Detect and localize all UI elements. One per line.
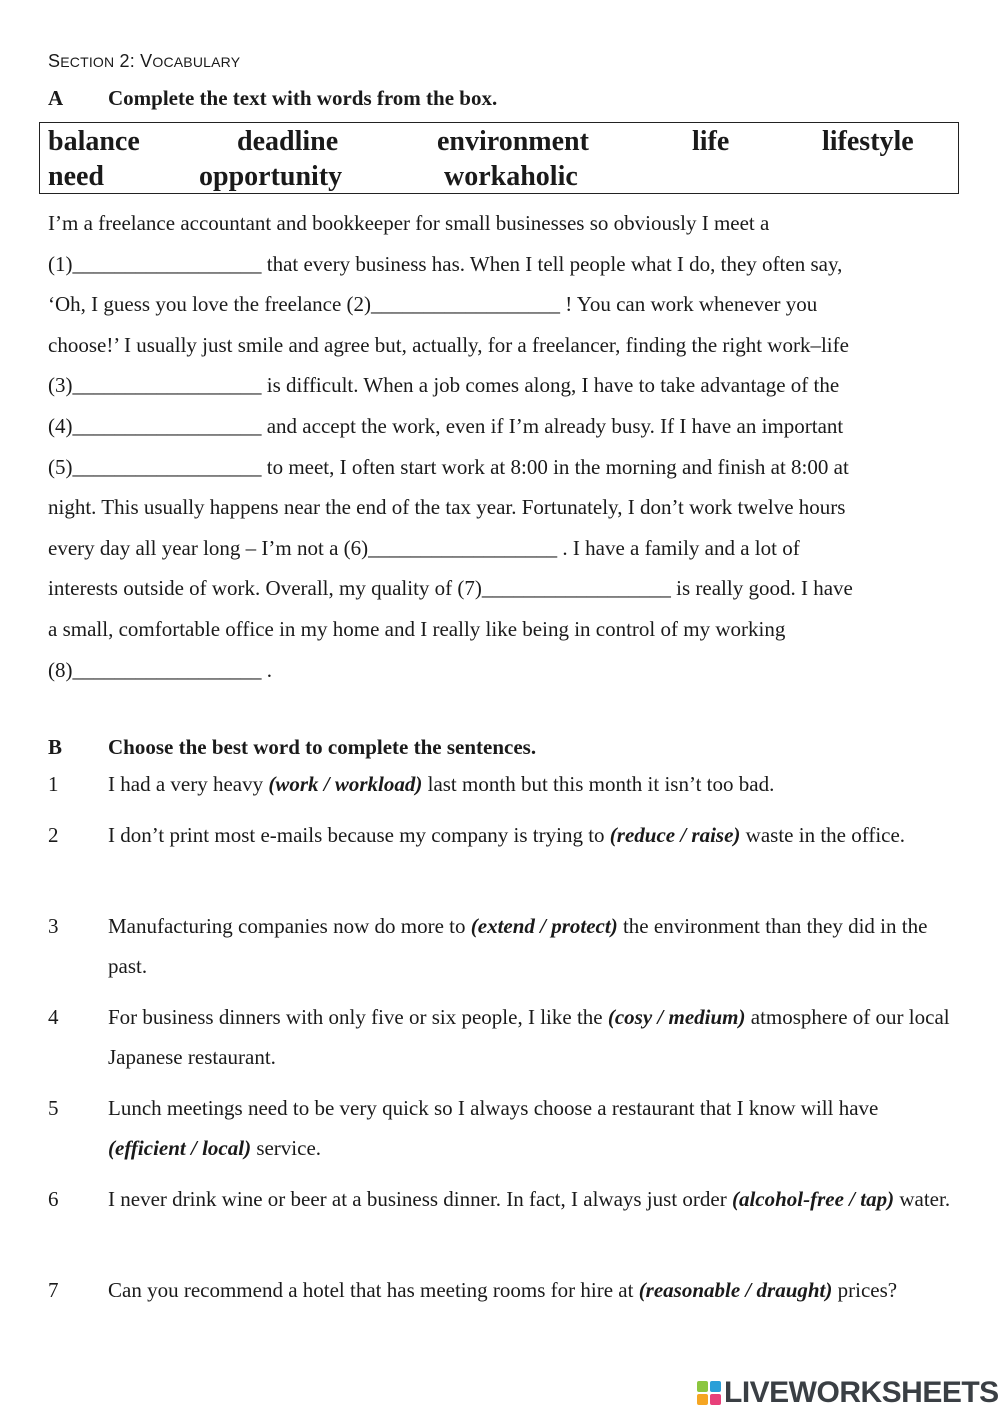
word-box-item: lifestyle (822, 126, 914, 157)
word-box-item: workaholic (444, 161, 578, 192)
gap-fill-passage (48, 203, 958, 690)
question-number: 3 (48, 914, 59, 938)
passage-line: (8)__________________ . (48, 657, 272, 682)
word-box-item: need (48, 161, 104, 192)
part-b-heading (48, 735, 536, 760)
answer-options[interactable]: (work / workload) (268, 772, 423, 796)
question-number: 2 (48, 823, 59, 847)
passage-line: (3)__________________ is difficult. When a job comes along, I have to take advantage of the (48, 373, 840, 398)
question-item: 3 Manufacturing companies now do more to (extend / protect) the environment than they did in the past. (48, 906, 958, 987)
passage-line: every day all year long – I’m not a (6)__________________ . I have a family and a lot of (48, 535, 800, 560)
passage-line: I’m a freelance accountant and bookkeeper for small businesses so obviously I meet a (48, 211, 770, 235)
question-number: 1 (48, 772, 59, 796)
question-item: 1 I had a very heavy (work / workload) last month but this month it isn’t too bad. (48, 764, 958, 804)
question-item: 7 Can you recommend a hotel that has meeting rooms for hire at (reasonable / draught) prices? (48, 1270, 958, 1310)
answer-options[interactable]: (reduce / raise) (609, 823, 741, 847)
word-box-item: life (692, 126, 730, 157)
question-item: 4 For business dinners with only five or six people, I like the (cosy / medium) atmosphere of our local Japanese restaurant. (48, 997, 958, 1078)
answer-options[interactable]: (reasonable / draught) (638, 1278, 833, 1302)
passage-line: (1)__________________ that every business has. When I tell people what I do, they often say, (48, 251, 843, 276)
passage-line: choose!’ I usually just smile and agree but, actually, for a freelancer, finding the right work–life (48, 332, 849, 357)
passage-line: (4)__________________ and accept the work, even if I’m already busy. If I have an important (48, 413, 844, 438)
answer-options[interactable]: (alcohol-free / tap) (731, 1187, 895, 1211)
part-a-heading (48, 86, 497, 111)
answer-options[interactable]: (efficient / local) (108, 1136, 252, 1161)
question-number: 6 (48, 1187, 59, 1211)
part-b-letter: B (48, 735, 63, 759)
passage-line: ‘Oh, I guess you love the freelance (2)__________________ ! You can work whenever you (48, 292, 818, 317)
liveworksheets-logo-icon (696, 1380, 722, 1406)
liveworksheets-logo[interactable] (696, 1377, 999, 1409)
question-item: 2 I don’t print most e-mails because my company is trying to (reduce / raise) waste in the office. (48, 815, 958, 855)
question-number: 4 (48, 1005, 59, 1029)
word-box (39, 122, 959, 194)
word-box-item: balance (48, 126, 140, 157)
word-box-item: opportunity (199, 161, 343, 192)
part-a-letter: A (48, 86, 64, 110)
passage-line: (5)__________________ to meet, I often start work at 8:00 in the morning and finish at 8:00 at (48, 454, 849, 479)
word-box-item: deadline (237, 126, 339, 157)
word-box-item: environment (437, 126, 589, 157)
part-b-instruction: Choose the best word to complete the sentences. (108, 735, 537, 759)
passage-line: a small, comfortable office in my home and I really like being in control of my working (48, 616, 786, 641)
logo-text: LIVEWORKSHEETS (724, 1376, 999, 1409)
part-a-instruction: Complete the text with words from the box. (108, 86, 498, 110)
question-number: 5 (48, 1096, 59, 1120)
section-title: SECTION 2: VOCABULARY (48, 51, 241, 71)
passage-line: interests outside of work. Overall, my quality of (7)__________________ is really good. I have (48, 576, 853, 601)
question-number: 7 (48, 1278, 59, 1302)
answer-options[interactable]: (cosy / medium) (607, 1005, 746, 1029)
question-item: 6 I never drink wine or beer at a business dinner. In fact, I always just order (alcohol-free / tap) water. (48, 1179, 958, 1219)
question-item: 5 Lunch meetings need to be very quick so I always choose a restaurant that I know will have (efficient / local) service. (48, 1088, 958, 1169)
passage-line: night. This usually happens near the end of the tax year. Fortunately, I don’t work twelve hours (48, 495, 846, 520)
answer-options[interactable]: (extend / protect) (470, 914, 618, 938)
